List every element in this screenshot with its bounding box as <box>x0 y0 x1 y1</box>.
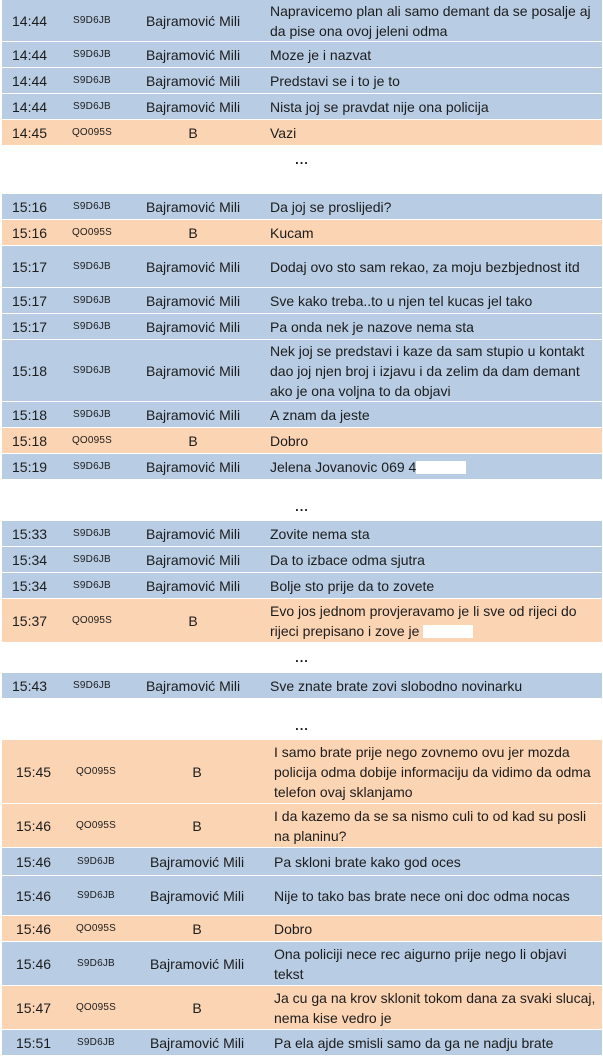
id-cell: QO095S <box>71 227 113 238</box>
message-cell: Ja cu ga na krov sklonit tokom dana za svaki slucaj, nema kise vedro je <box>274 989 596 1026</box>
transcript-block-3 <box>2 521 602 643</box>
id-cell: S9D6JB <box>73 295 111 306</box>
table-row <box>2 740 602 804</box>
message-cell: Nek joj se predstavi i kaze da sam stupio u kontakt dao joj njen broj i izjavu i da zelim da dam demant ako je ona voljna to da objavi <box>270 342 585 399</box>
name-cell: Bajramović Mili <box>145 551 241 568</box>
table-row <box>2 804 602 848</box>
name-cell: Bajramović Mili <box>145 677 241 694</box>
time-cell: 15:17 <box>12 318 48 335</box>
id-cell: QO095S <box>75 766 117 777</box>
time-cell: 15:17 <box>12 292 48 309</box>
table-row <box>2 194 602 220</box>
table-row <box>2 1030 602 1056</box>
name-cell: Bajramović Mili <box>149 955 245 972</box>
message-cell <box>256 601 602 641</box>
id-cell: QO095S <box>71 435 113 446</box>
ellipsis-separator: ... <box>295 499 309 514</box>
message-cell: Pa skloni brate kako god oces <box>274 853 461 870</box>
message-cell: Sve kako treba..to u njen tel kucas jel tako <box>270 292 533 309</box>
message-cell: Da joj se proslijedi? <box>270 198 392 215</box>
table-row <box>2 68 602 94</box>
id-cell: S9D6JB <box>73 49 111 60</box>
name-cell: Bajramović Mili <box>145 292 241 309</box>
time-cell: 15:45 <box>16 763 52 780</box>
message-cell: Sve znate brate zovi slobodno novinarku <box>270 677 523 694</box>
table-row <box>2 521 602 547</box>
table-row <box>2 876 602 916</box>
time-cell: 14:44 <box>12 98 48 115</box>
id-cell: S9D6JB <box>77 1037 115 1048</box>
transcript-block-1 <box>2 0 602 146</box>
table-row <box>2 454 602 480</box>
id-cell: S9D6JB <box>73 15 111 26</box>
id-cell: QO095S <box>75 1002 117 1013</box>
time-cell: 15:33 <box>12 525 48 542</box>
name-cell: Bajramović Mili <box>149 853 245 870</box>
id-cell: S9D6JB <box>73 321 111 332</box>
redaction-box <box>416 461 466 474</box>
id-cell: S9D6JB <box>73 680 111 691</box>
table-row <box>2 42 602 68</box>
time-cell: 15:51 <box>16 1034 52 1051</box>
table-row <box>2 120 602 146</box>
name-cell: B <box>192 763 202 780</box>
time-cell: 15:43 <box>12 677 48 694</box>
time-cell: 15:47 <box>16 999 52 1016</box>
message-cell: Nije to tako bas brate nece oni doc odma nocas <box>274 887 570 904</box>
time-cell: 15:46 <box>16 853 52 870</box>
id-cell: S9D6JB <box>73 75 111 86</box>
name-cell: Bajramović Mili <box>145 98 241 115</box>
time-cell: 14:44 <box>12 46 48 63</box>
id-cell: S9D6JB <box>73 554 111 565</box>
time-cell: 15:46 <box>16 887 52 904</box>
name-cell: Bajramović Mili <box>145 258 241 275</box>
table-row <box>2 916 602 942</box>
id-cell: S9D6JB <box>77 856 115 867</box>
table-row <box>2 94 602 120</box>
transcript-block-2 <box>2 194 602 480</box>
table-row <box>2 573 602 599</box>
message-cell: Dobro <box>274 920 313 937</box>
id-cell: S9D6JB <box>73 365 111 376</box>
table-row <box>2 942 602 986</box>
message-cell: Kucam <box>270 224 314 241</box>
name-cell: B <box>188 612 198 629</box>
time-cell: 15:34 <box>12 551 48 568</box>
table-row <box>2 220 602 246</box>
id-cell: S9D6JB <box>73 461 111 472</box>
message-text: Evo jos jednom provjeravamo je li sve od rijeci do rijeci prepisano i zove je <box>270 602 577 639</box>
table-row <box>2 0 602 42</box>
table-row <box>2 848 602 876</box>
id-cell: QO095S <box>71 127 113 138</box>
message-cell: Moze je i nazvat <box>270 46 372 63</box>
id-cell: QO095S <box>75 820 117 831</box>
time-cell: 14:45 <box>12 124 48 141</box>
message-cell: Pa onda nek je nazove nema sta <box>270 318 474 335</box>
message-cell: A znam da jeste <box>270 406 370 423</box>
table-row <box>2 986 602 1030</box>
id-cell: S9D6JB <box>73 101 111 112</box>
time-cell: 15:18 <box>12 432 48 449</box>
message-cell: Nista joj se pravdat nije ona policija <box>270 98 489 115</box>
table-row <box>2 547 602 573</box>
name-cell: Bajramović Mili <box>145 12 241 29</box>
name-cell: Bajramović Mili <box>145 458 241 475</box>
time-cell: 15:17 <box>12 258 48 275</box>
time-cell: 15:46 <box>16 955 52 972</box>
time-cell: 15:16 <box>12 224 48 241</box>
name-cell: Bajramović Mili <box>145 198 241 215</box>
id-cell: S9D6JB <box>73 409 111 420</box>
table-row <box>2 314 602 340</box>
table-row <box>2 288 602 314</box>
message-cell: Bolje sto prije da to zovete <box>270 577 435 594</box>
name-cell: Bajramović Mili <box>149 887 245 904</box>
message-text: Jelena Jovanovic 069 4 <box>270 458 417 475</box>
table-row <box>2 340 602 402</box>
name-cell: Bajramović Mili <box>145 72 241 89</box>
message-cell: Vazi <box>270 124 297 141</box>
message-cell: Dodaj ovo sto sam rekao, za moju bezbjednost itd <box>270 258 580 275</box>
time-cell: 14:44 <box>12 72 48 89</box>
message-cell: I samo brate prije nego zovnemo ovu jer mozda policija odma dobije informaciju da vidimo da odma telefon ovaj sklanjamo <box>274 743 591 800</box>
redaction-box <box>423 625 473 638</box>
name-cell: B <box>192 817 202 834</box>
name-cell: Bajramović Mili <box>145 46 241 63</box>
transcript-block-5 <box>2 740 602 1056</box>
ellipsis-separator: ... <box>295 152 309 167</box>
time-cell: 15:37 <box>12 612 48 629</box>
name-cell: Bajramović Mili <box>145 406 241 423</box>
message-cell: Napravicemo plan ali samo demant da se posalje aj da pise ona ovoj jeleni odma <box>270 2 591 39</box>
name-cell: B <box>188 124 198 141</box>
name-cell: B <box>188 432 198 449</box>
time-cell: 14:44 <box>12 12 48 29</box>
name-cell: Bajramović Mili <box>145 318 241 335</box>
message-cell: Da to izbace odma sjutra <box>270 551 425 568</box>
time-cell: 15:18 <box>12 406 48 423</box>
id-cell: S9D6JB <box>73 201 111 212</box>
time-cell: 15:19 <box>12 458 48 475</box>
ellipsis-separator: ... <box>295 718 309 733</box>
name-cell: B <box>192 999 202 1016</box>
id-cell: S9D6JB <box>73 261 111 272</box>
ellipsis-separator: ... <box>295 650 309 665</box>
time-cell: 15:18 <box>12 362 48 379</box>
message-cell: Ona policiji nece rec aigurno prije nego li objavi tekst <box>274 945 567 982</box>
table-row <box>2 246 602 288</box>
time-cell: 15:34 <box>12 577 48 594</box>
id-cell: S9D6JB <box>77 958 115 969</box>
id-cell: S9D6JB <box>77 890 115 901</box>
name-cell: Bajramović Mili <box>145 362 241 379</box>
message-cell: Zovite nema sta <box>270 525 370 542</box>
name-cell: B <box>188 224 198 241</box>
message-cell: Pa ela ajde smisli samo da ga ne nadju brate <box>274 1034 554 1051</box>
message-cell <box>256 457 602 477</box>
table-row <box>2 428 602 454</box>
message-cell: Dobro <box>270 432 309 449</box>
transcript-block-4 <box>2 673 602 699</box>
message-cell: Predstavi se i to je to <box>270 72 400 89</box>
table-row <box>2 402 602 428</box>
table-row <box>2 599 602 643</box>
name-cell: Bajramović Mili <box>145 525 241 542</box>
id-cell: S9D6JB <box>73 528 111 539</box>
name-cell: Bajramović Mili <box>145 577 241 594</box>
id-cell: S9D6JB <box>73 580 111 591</box>
name-cell: B <box>192 920 202 937</box>
message-cell: I da kazemo da se sa nismo culi to od kad su posli na planinu? <box>274 807 587 844</box>
time-cell: 15:16 <box>12 198 48 215</box>
table-row <box>2 673 602 699</box>
id-cell: QO095S <box>71 615 113 626</box>
time-cell: 15:46 <box>16 817 52 834</box>
name-cell: Bajramović Mili <box>149 1034 245 1051</box>
id-cell: QO095S <box>75 923 117 934</box>
time-cell: 15:46 <box>16 920 52 937</box>
